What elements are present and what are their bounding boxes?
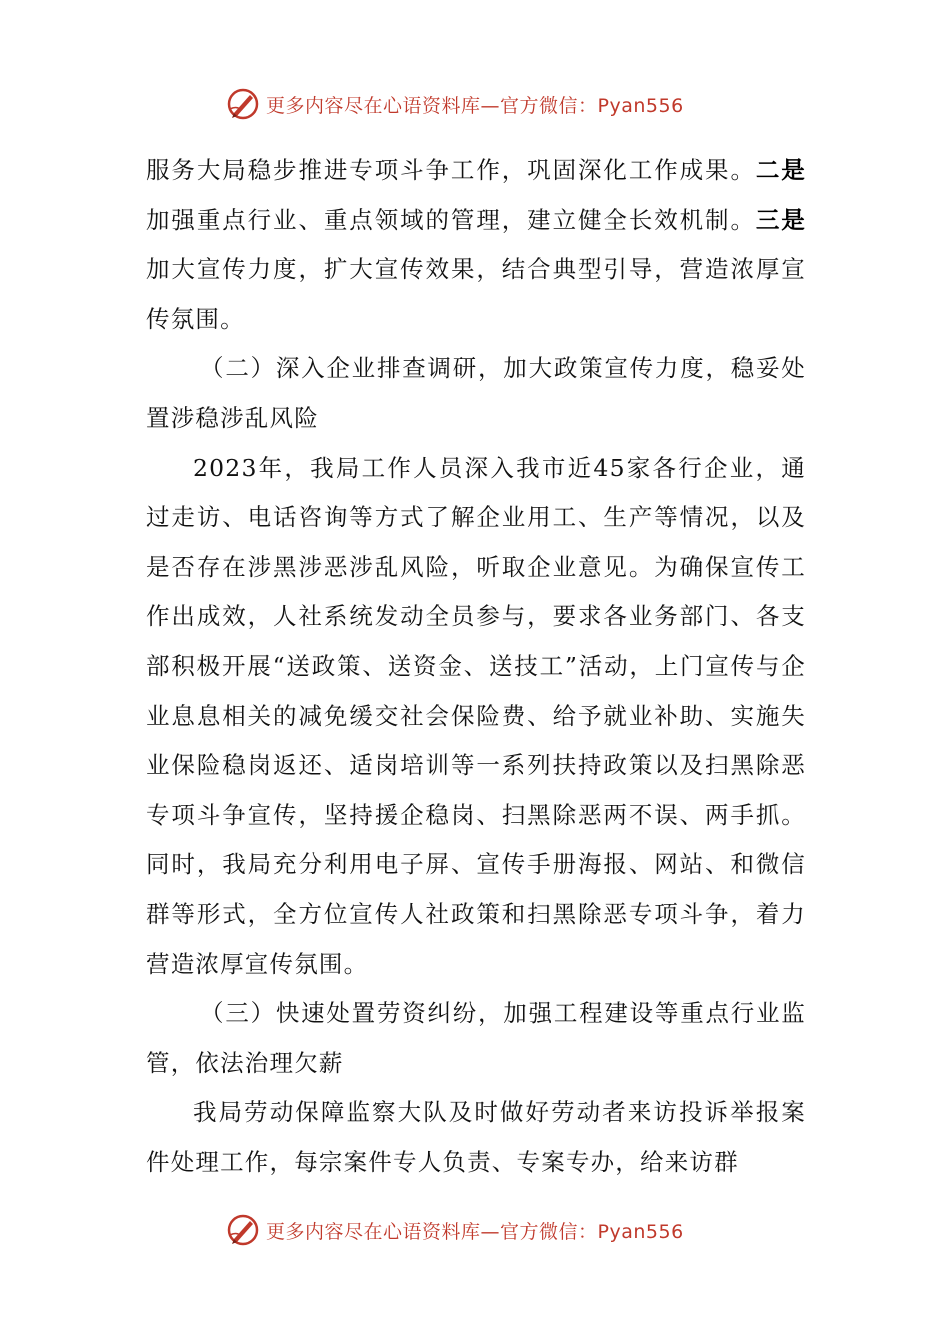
header-watermark-banner bbox=[226, 86, 684, 122]
document-body bbox=[146, 146, 806, 1187]
paragraph-3: 我局劳动保障监察大队及时做好劳动者来访投诉举报案件处理工作，每宗案件专人负责、专案专办，给来访群 bbox=[146, 1098, 806, 1176]
banner-text: 更多内容尽在心语资料库—官方微信：Pyan556 bbox=[266, 94, 684, 117]
paragraph-1: 服务大局稳步推进专项斗争工作，巩固深化工作成果。二是加强重点行业、重点领域的管理，建立健全长效机制。三是加大宣传力度，扩大宣传效果，结合典型引导，营造浓厚宣传氛围。 bbox=[146, 156, 806, 333]
section-heading-3: （三）快速处置劳资纠纷，加强工程建设等重点行业监管，依法治理欠薪 bbox=[146, 999, 806, 1077]
pen-logo-icon bbox=[226, 1213, 260, 1247]
banner-text: 更多内容尽在心语资料库—官方微信：Pyan556 bbox=[266, 1220, 684, 1243]
paragraph-2: 2023年，我局工作人员深入我市近45家各行企业，通过走访、电话咨询等方式了解企业用工、生产等情况，以及是否存在涉黑涉恶涉乱风险，听取企业意见。为确保宣传工作出成效，人社系统发动全员参与，要求各业务部门、各支部积极开展“送政策、送资金、送技工”活动，上门宣传与企业息息相关的减免缓交社会保险费、给予就业补助、实施失业保险稳岗返还、适岗培训等一系列扶持政策以及扫黑除恶专项斗争宣传，坚持援企稳岗、扫黑除恶两不误、两手抓。同时，我局充分利用电子屏、宣传手册海报、网站、和微信群等形式，全方位宣传人社政策和扫黑除恶专项斗争，着力营造浓厚宣传氛围。 bbox=[146, 453, 806, 978]
pen-logo-icon bbox=[226, 87, 260, 121]
section-heading-2: （二）深入企业排查调研，加大政策宣传力度，稳妥处置涉稳涉乱风险 bbox=[146, 354, 806, 432]
footer-watermark-banner bbox=[226, 1212, 684, 1248]
